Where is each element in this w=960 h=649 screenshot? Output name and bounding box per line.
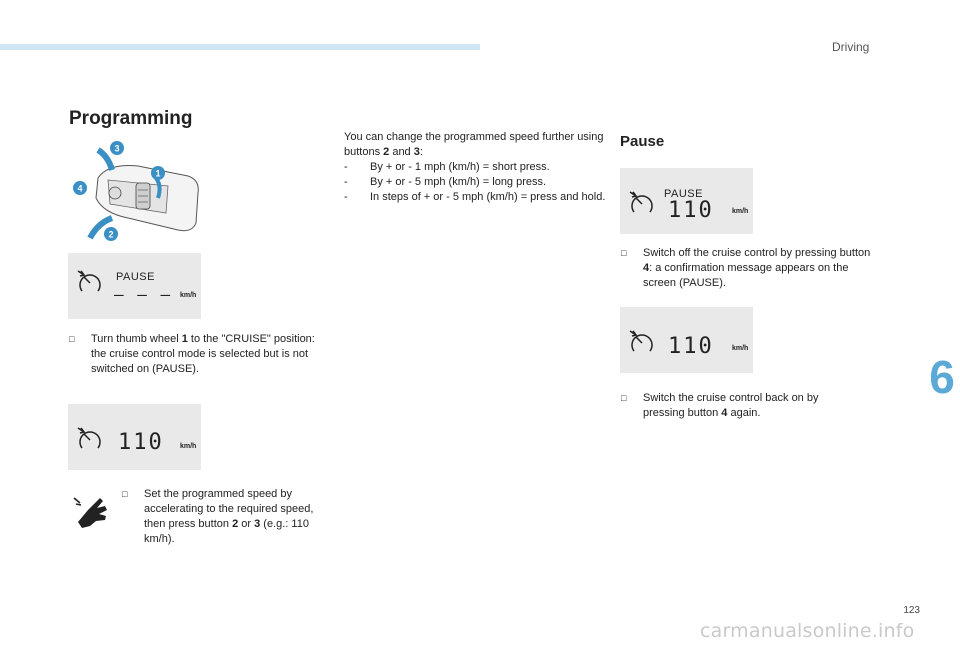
display-pause-empty	[68, 253, 201, 319]
cruise-gauge-icon	[628, 327, 656, 357]
cruise-stalk-figure	[68, 138, 203, 246]
bullet-switch-back-on: □ Switch the cruise control back on by pressing button 4 again.	[621, 392, 819, 419]
checkbox-bullet-icon: □	[69, 334, 75, 344]
callout-1: 1	[155, 168, 161, 179]
checkbox-bullet-icon: □	[621, 248, 627, 258]
list-item: - By + or - 5 mph (km/h) = long press.	[344, 176, 547, 188]
callout-3: 3	[114, 143, 120, 154]
display-status: PAUSE	[116, 271, 155, 283]
display-pause-110	[620, 168, 753, 234]
cruise-gauge-icon	[628, 188, 656, 218]
change-speed-text	[344, 130, 606, 205]
page-number: 123	[903, 605, 920, 616]
display-unit: km/h	[732, 208, 749, 215]
checkbox-bullet-icon: □	[621, 393, 627, 403]
cruise-gauge-icon	[76, 424, 104, 454]
section-title-pause: Pause	[620, 133, 665, 150]
display-unit: km/h	[180, 292, 197, 299]
display-status: PAUSE	[664, 188, 703, 200]
hand-pressing-icon	[72, 492, 112, 530]
watermark: carmanualsonline.info	[700, 620, 915, 642]
change-speed-intro: You can change the programmed speed further using buttons 2 and 3:	[344, 131, 604, 158]
checkbox-bullet-icon: □	[122, 489, 128, 499]
display-speed: – – –	[114, 285, 173, 304]
display-unit: km/h	[180, 443, 197, 450]
callout-2: 2	[108, 229, 114, 240]
chapter-label: Driving	[832, 40, 870, 54]
bullet-turn-thumb-wheel: □ Turn thumb wheel 1 to the "CRUISE" position: the cruise control mode is selected but is not switched on (PAUSE).	[69, 333, 315, 375]
display-speed: 110	[668, 334, 714, 359]
bullet-set-programmed-speed: □ Set the programmed speed by accelerating to the required speed, then press button 2 or 3 (e.g.: 110 km/h).	[122, 488, 314, 545]
bullet-switch-off: □ Switch off the cruise control by pressing button 4: a confirmation message appears on the screen (PAUSE).	[621, 247, 871, 289]
list-item: - By + or - 1 mph (km/h) = short press.	[344, 161, 550, 173]
callout-4: 4	[77, 183, 83, 194]
change-speed-list	[344, 160, 606, 205]
display-speed: 110	[668, 198, 714, 223]
display-speed: 110	[118, 430, 164, 455]
list-item: - In steps of + or - 5 mph (km/h) = press and hold.	[344, 191, 606, 203]
section-title-programming: Programming	[69, 108, 193, 129]
display-unit: km/h	[732, 345, 749, 352]
display-speed-110-active	[620, 307, 753, 373]
cruise-gauge-icon	[76, 267, 104, 297]
top-accent-bar	[0, 44, 480, 50]
display-speed-110	[68, 404, 201, 470]
chapter-number: 6	[929, 351, 955, 403]
